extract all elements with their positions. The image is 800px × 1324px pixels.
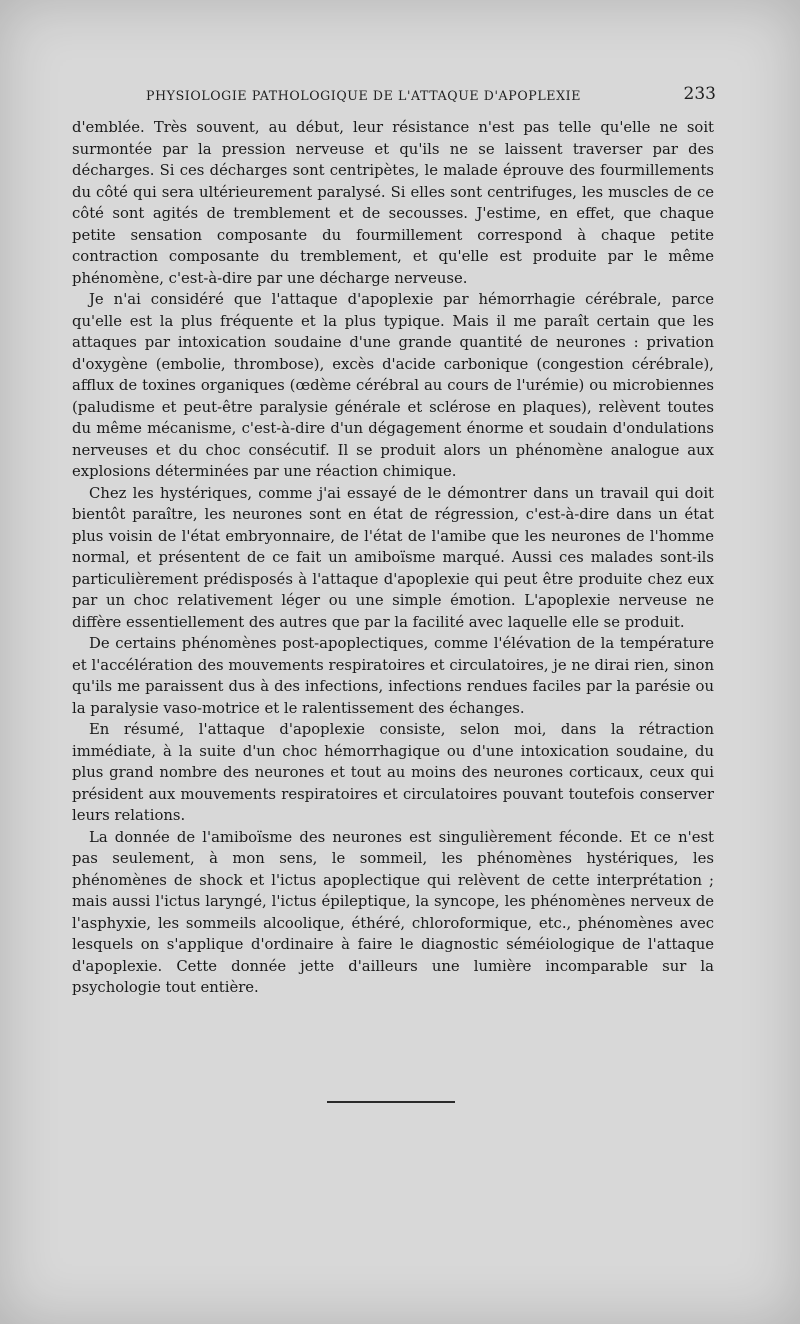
paragraph: La donnée de l'amiboïsme des neurones est singulièrement féconde. Et ce n'est pas seulement, à mon sens, le sommeil, les phénomènes hystériques, les phénomènes de shock et l'ictus apoplectique qui relèvent de cette interprétation ; mais aussi l'ictus laryngé, l'ictus épileptique, la syncope, les phénomènes nerveux de l'asphyxie, les sommeils alcoolique, éthéré, chloroformique, etc., phénomènes avec lesquels on s'applique d'ordinaire à faire le diagnostic séméiologique de l'attaque d'apoplexie. Cette donnée jette d'ailleurs une lumière incomparable sur la psychologie tout entière. <box>72 828 714 996</box>
paragraph: De certains phénomènes post-apoplectiques, comme l'élévation de la température et l'accélération des mouvements respiratoires et circulatoires, je ne dirai rien, sinon qu'ils me paraissent dus à des infections, infections rendues faciles par la parésie ou la paralysie vaso-motrice et le ralentissement des échanges. <box>72 635 714 717</box>
paragraph: En résumé, l'attaque d'apoplexie consiste, selon moi, dans la rétraction immédiate, à la suite d'un choc hémorrhagique ou d'une intoxication soudaine, du plus grand nombre des neurones et tout au moins des neurones corticaux, ceux qui président aux mouvements respiratoires et circulatoires pouvant toutefois conserver leurs relations. <box>72 721 714 824</box>
paragraph: d'emblée. Très souvent, au début, leur résistance n'est pas telle qu'elle ne soit surmontée par la pression nerveuse et qu'ils ne se laissent traverser par des décharges. Si ces décharges sont centripètes, le malade éprouve des fourmillements du côté qui sera ultérieurement paralysé. Si elles sont centrifuges, les muscles de ce côté sont agités de tremblement et de secousses. J'estime, en effet, que chaque petite sensation composante du fourmillement correspond à chaque petite contraction composante du tremblement, et qu'elle est produite par le même phénomène, c'est-à-dire par une décharge nerveuse. <box>72 119 714 287</box>
end-rule <box>327 1101 455 1103</box>
body-text <box>72 117 714 999</box>
page-header <box>146 84 716 106</box>
paragraph: Chez les hystériques, comme j'ai essayé de le démontrer dans un travail qui doit bientôt paraître, les neurones sont en état de régression, c'est-à-dire dans un état plus voisin de l'état embryonnaire, de l'état de l'amibe que les neurones de l'homme normal, et présentent de ce fait un amiboïsme marqué. Aussi ces malades sont-ils particulièrement prédisposés à l'attaque d'apoplexie qui peut être produite chez eux par un choc relativement léger ou une simple émotion. L'apoplexie nerveuse ne diffère essentiellement des autres que par la facilité avec laquelle elle se produit. <box>72 484 714 631</box>
paragraph: Je n'ai considéré que l'attaque d'apoplexie par hémorrhagie cérébrale, parce qu'elle est la plus fréquente et la plus typique. Mais il me paraît certain que les attaques par intoxication soudaine d'une grande quantité de neurones : privation d'oxygène (embolie, thrombose), excès d'acide carbonique (congestion cérébrale), afflux de toxines organiques (œdème cérébral au cours de l'urémie) ou microbiennes (paludisme et peut-être paralysie générale et sclérose en plaques), relèvent toutes du même mécanisme, c'est-à-dire d'un dégagement énorme et soudain d'ondulations nerveuses et du choc consécutif. Il se produit alors un phénomène analogue aux explosions déterminées par une réaction chimique. <box>72 291 714 480</box>
running-title: PHYSIOLOGIE PATHOLOGIQUE DE L'ATTAQUE D'APOPLEXIE <box>146 88 582 103</box>
page-number: 233 <box>683 84 716 104</box>
